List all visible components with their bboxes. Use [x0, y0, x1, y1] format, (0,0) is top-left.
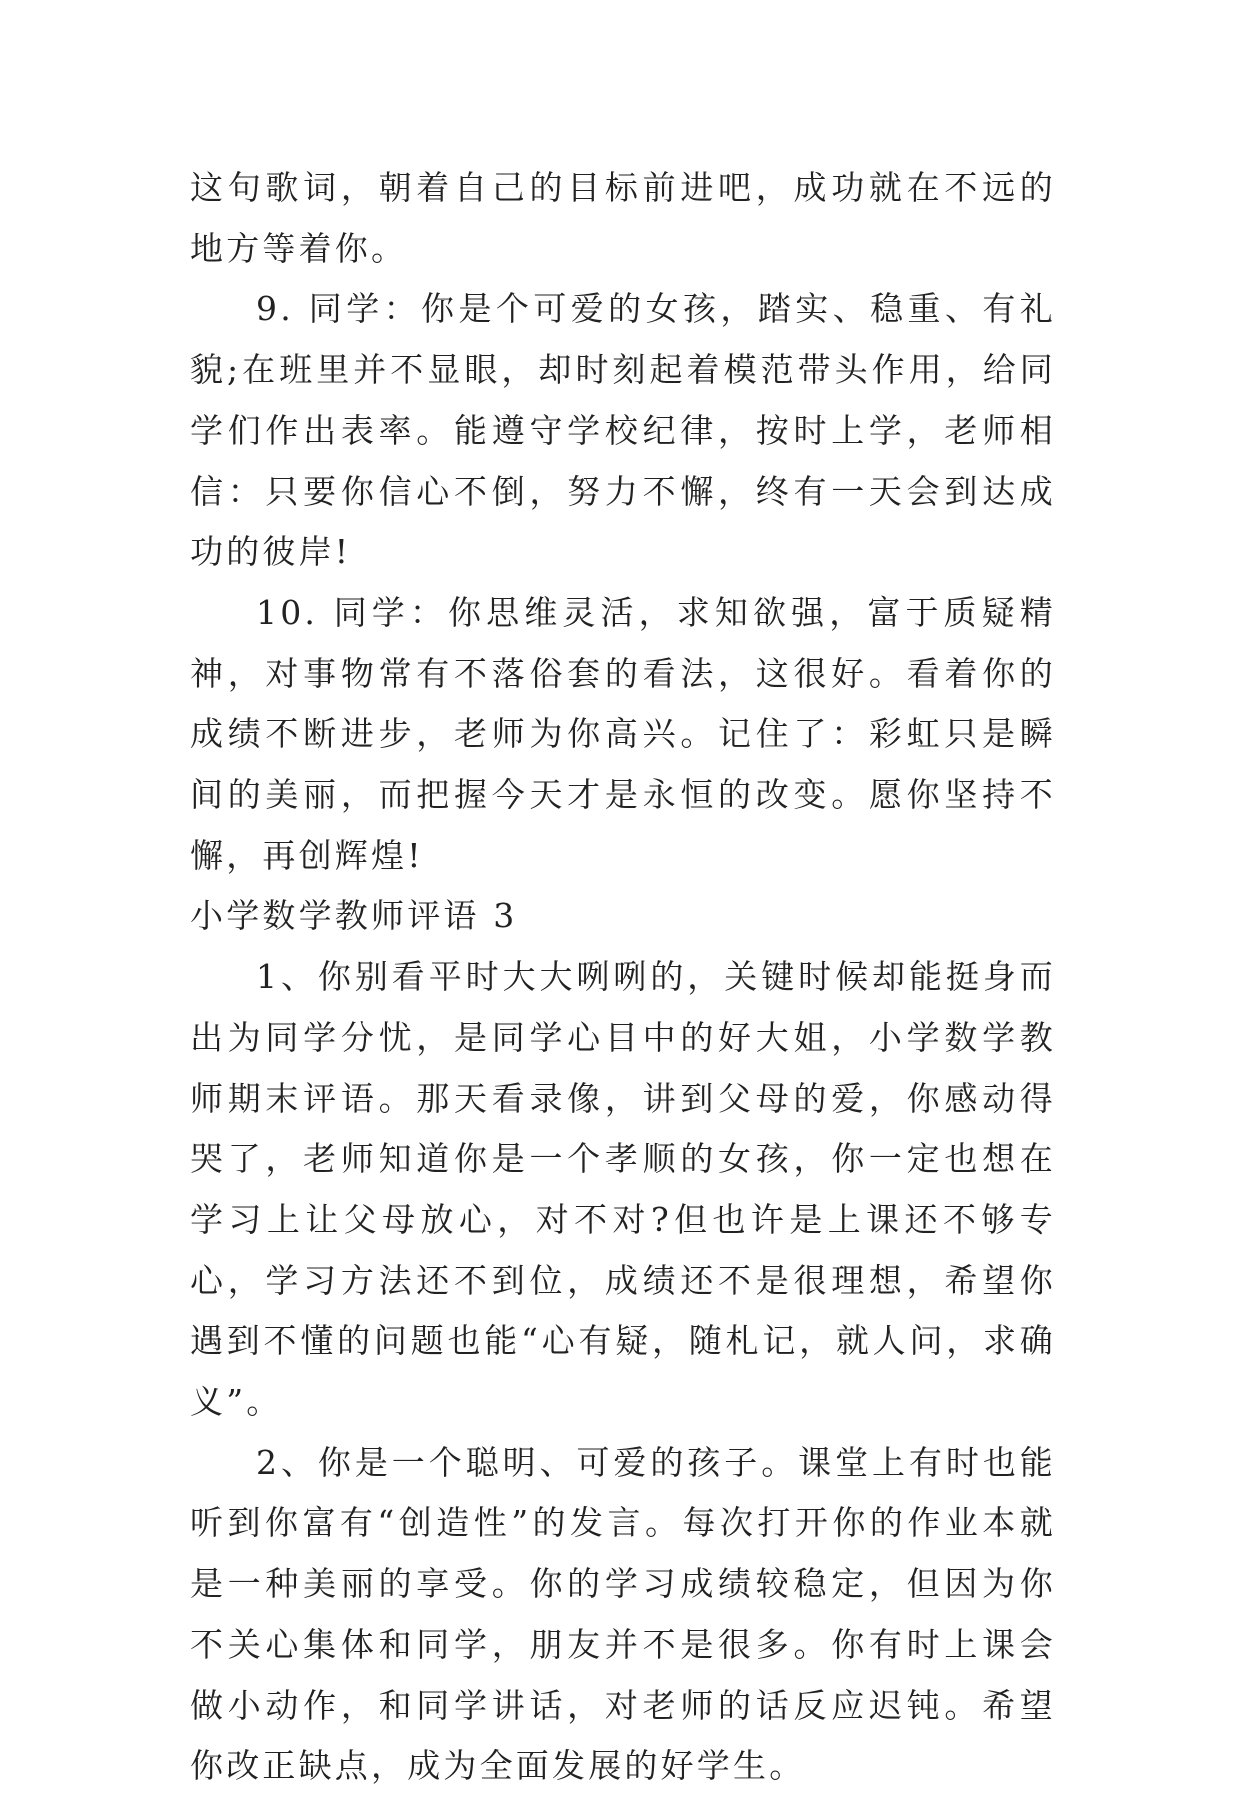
- section-heading: 小学数学教师评语 3: [190, 896, 518, 936]
- document-body: [190, 158, 1056, 1797]
- comment-paragraph-9: 9. 同学：你是个可爱的女孩，踏实、稳重、有礼貌;在班里并不显眼，却时刻起着模范带头作用，给同学们作出表率。能遵守学校纪律，按时上学，老师相信：只要你信心不倒，努力不懈，终有一天会到达成功的彼岸!: [190, 289, 1056, 572]
- evaluation-paragraph-1: 1、你别看平时大大咧咧的，关键时候却能挺身而出为同学分忧，是同学心目中的好大姐，小学数学教师期末评语。那天看录像，讲到父母的爱，你感动得哭了，老师知道你是一个孝顺的女孩，你一定也想在学习上让父母放心，对不对?但也许是上课还不够专心，学习方法还不到位，成绩还不是很理想，希望你遇到不懂的问题也能“心有疑，随札记，就人问，求确义”。: [190, 957, 1056, 1422]
- continued-paragraph: 这句歌词，朝着自己的目标前进吧，成功就在不远的地方等着你。: [190, 168, 1056, 268]
- comment-paragraph-10: 10. 同学：你思维灵活，求知欲强，富于质疑精神，对事物常有不落俗套的看法，这很好。看着你的成绩不断进步，老师为你高兴。记住了：彩虹只是瞬间的美丽，而把握今天才是永恒的改变。愿你坚持不懈，再创辉煌!: [190, 592, 1056, 875]
- evaluation-paragraph-2: 2、你是一个聪明、可爱的孩子。课堂上有时也能听到你富有“创造性”的发言。每次打开你的作业本就是一种美丽的享受。你的学习成绩较稳定，但因为你不关心集体和同学，朋友并不是很多。你有时上课会做小动作，和同学讲话，对老师的话反应迟钝。希望你改正缺点，成为全面发展的好学生。: [190, 1442, 1056, 1786]
